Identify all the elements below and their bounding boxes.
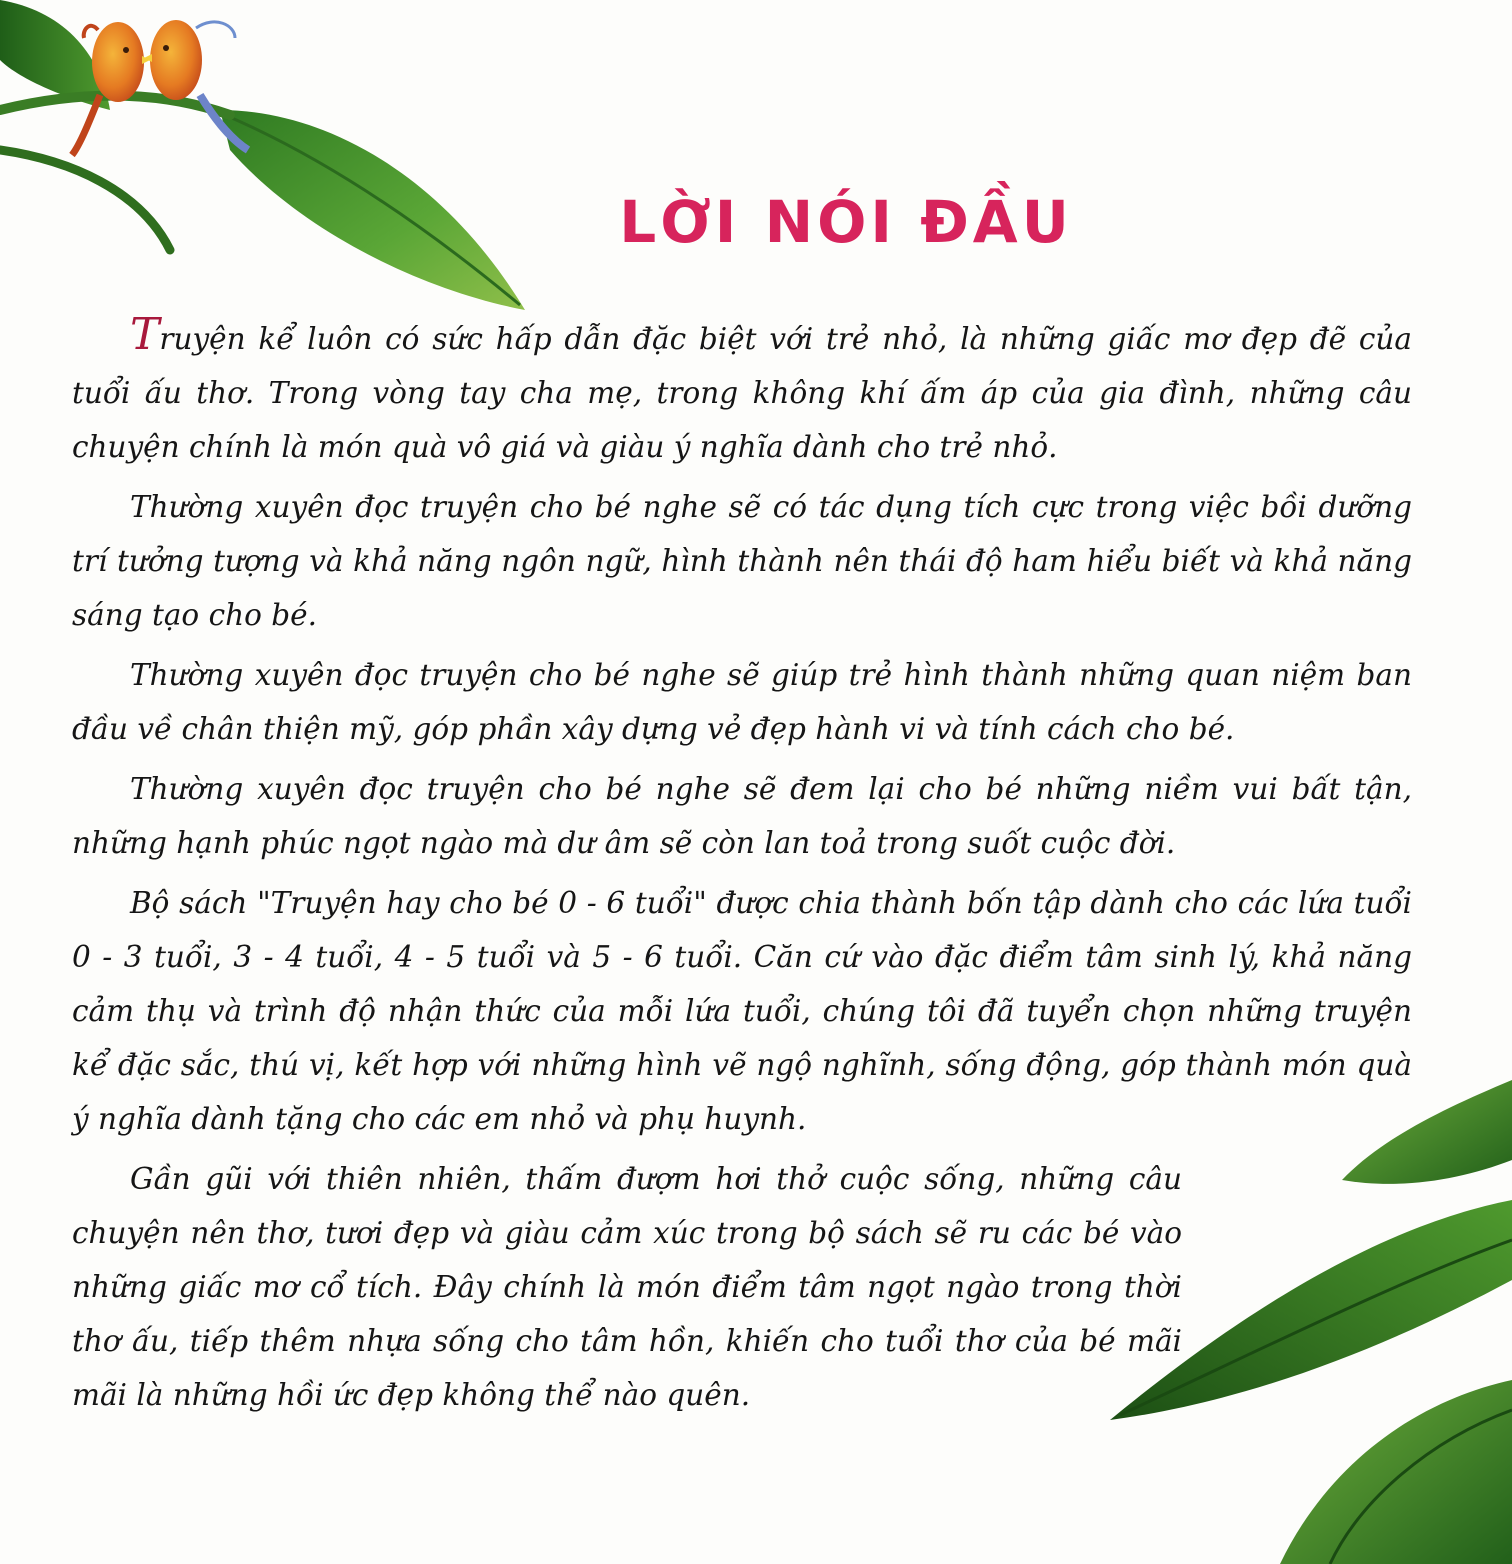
paragraph-4: Thường xuyên đọc truyện cho bé nghe sẽ đem lại cho bé những niềm vui bất tận, những hạnh phúc ngọt ngào mà dư âm sẽ còn lan toả trong suốt cuộc đời. xyxy=(72,772,1412,860)
paragraph-6: Gần gũi với thiên nhiên, thấm đượm hơi thở cuộc sống, những câu chuyện nên thơ, tươi đẹp và giàu cảm xúc trong bộ sách sẽ ru các bé vào những giấc mơ cổ tích. Đây chính là món điểm tâm ngọt ngào trong thời thơ ấu, tiếp thêm nhựa sống cho tâm hồn, khiến cho tuổi thơ của bé mãi mãi là những hồi ức đẹp không thể nào quên. xyxy=(72,1162,1182,1412)
preface-body xyxy=(72,309,1412,1428)
leaf-branch-top-left xyxy=(0,0,560,320)
drop-cap: T xyxy=(130,309,160,360)
paragraph-2: Thường xuyên đọc truyện cho bé nghe sẽ có tác dụng tích cực trong việc bồi dưỡng trí tưởng tượng và khả năng ngôn ngữ, hình thành nên thái độ ham hiểu biết và khả năng sáng tạo cho bé. xyxy=(72,490,1412,632)
page-title: LỜI NÓI ĐẦU xyxy=(619,188,1073,256)
paragraph-1-text: ruyện kể luôn có sức hấp dẫn đặc biệt với trẻ nhỏ, là những giấc mơ đẹp đẽ của tuổi ấu thơ. Trong vòng tay cha mẹ, trong không khí ấm áp của gia đình, những câu chuyện chính là món quà vô giá và giàu ý nghĩa dành cho trẻ nhỏ. xyxy=(72,322,1412,464)
bird-pair xyxy=(72,20,248,155)
paragraph-5: Bộ sách "Truyện hay cho bé 0 - 6 tuổi" được chia thành bốn tập dành cho các lứa tuổi 0 - 3 tuổi, 3 - 4 tuổi, 4 - 5 tuổi và 5 - 6 tuổi. Căn cứ vào đặc điểm tâm sinh lý, khả năng cảm thụ và trình độ nhận thức của mỗi lứa tuổi, chúng tôi đã tuyển chọn những truyện kể đặc sắc, thú vị, kết hợp với những hình vẽ ngộ nghĩnh, sống động, góp thành món quà ý nghĩa dành tặng cho các em nhỏ và phụ huynh. xyxy=(72,886,1412,1136)
paragraph-1 xyxy=(72,309,1412,474)
paragraph-3: Thường xuyên đọc truyện cho bé nghe sẽ giúp trẻ hình thành những quan niệm ban đầu về chân thiện mỹ, góp phần xây dựng vẻ đẹp hành vi và tính cách cho bé. xyxy=(72,658,1412,746)
